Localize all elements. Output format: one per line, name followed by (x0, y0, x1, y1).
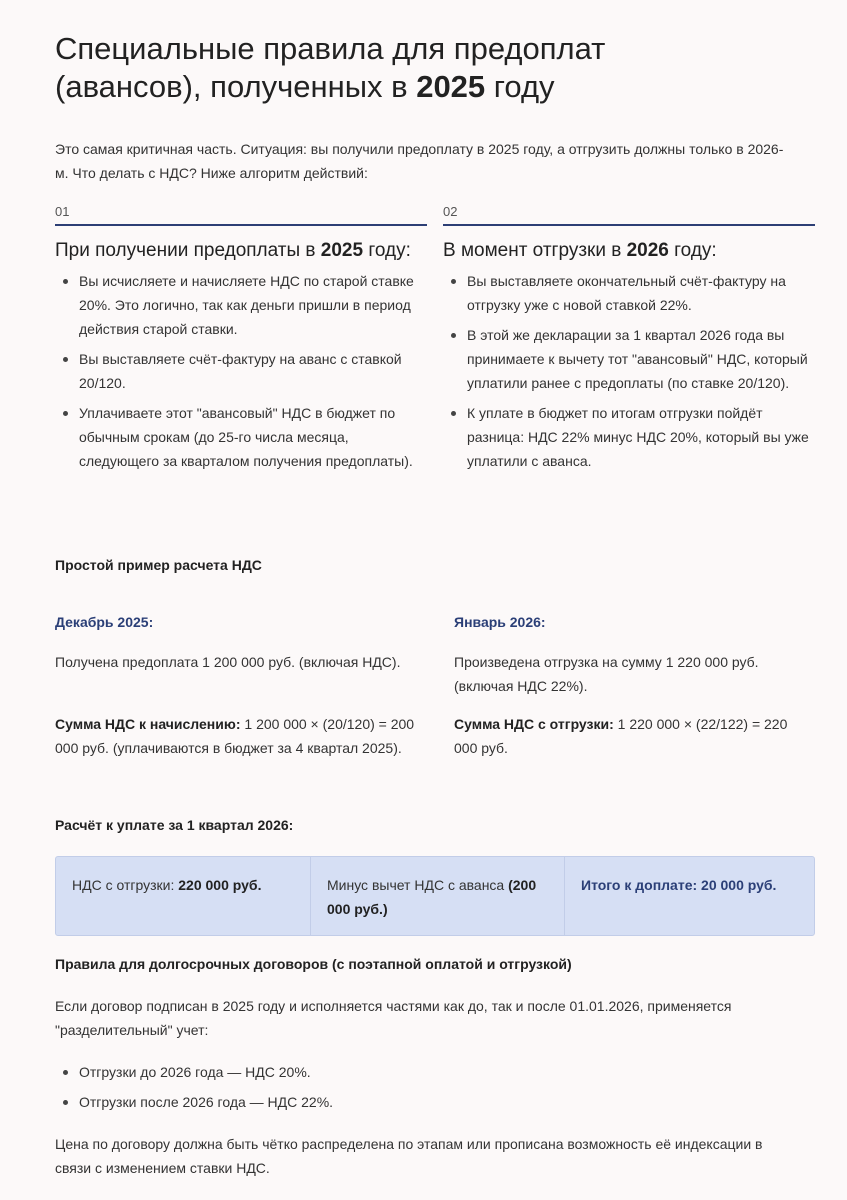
step-heading: В момент отгрузки в 2026 году: (443, 240, 717, 261)
longterm-list (55, 1060, 795, 1120)
longterm-text: Если договор подписан в 2025 году и исполняется частями как до, так и после 01.01.2026, применяется "разделительный" учет: (55, 998, 732, 1038)
step-number: 01 (55, 204, 70, 219)
december-heading: Декабрь 2025: (55, 614, 154, 630)
title-text: Специальные правила для предоплат (авансов), полученных в (55, 31, 606, 104)
table-cell-total: Итого к доплате: 20 000 руб. (564, 857, 814, 935)
intro-paragraph: Это самая критичная часть. Ситуация: вы получили предоплату в 2025 году, а отгрузить должны только в 2026-м. Что делать с НДС? Ниже алгоритм действий: (55, 141, 784, 181)
longterm-footer: Цена по договору должна быть чётко распределена по этапам или прописана возможность её индексации в связи с изменением ставки НДС. (55, 1136, 763, 1176)
january-text: Произведена отгрузка на сумму 1 220 000 руб. (включая НДС 22%). (454, 654, 759, 694)
list-item: Вы выставляете окончательный счёт-фактуру на отгрузку уже с новой ставкой 22%. (443, 269, 815, 317)
q1-calculation-table (55, 856, 815, 936)
step-number: 02 (443, 204, 458, 219)
step-column-1 (55, 204, 427, 479)
list-item: Уплачиваете этот "авансовый" НДС в бюджет по обычным срокам (до 25-го числа месяца, следующего за кварталом получения предоплаты). (55, 401, 427, 473)
table-cell-shipment: НДС с отгрузки: 220 000 руб. (72, 877, 262, 893)
list-item: Вы выставляете счёт-фактуру на аванс с ставкой 20/120. (55, 347, 427, 395)
list-item: Отгрузки до 2026 года — НДС 20%. (55, 1060, 795, 1084)
example-title: Простой пример расчета НДС (55, 557, 262, 573)
january-heading: Январь 2026: (454, 614, 546, 630)
divider (443, 224, 815, 226)
divider (55, 224, 427, 226)
december-calc: Сумма НДС к начислению: 1 200 000 × (20/120) = 200 000 руб. (уплачиваются в бюджет за 4 квартал 2025). (55, 716, 415, 756)
title-year: 2025 (416, 69, 486, 104)
q1-title: Расчёт к уплате за 1 квартал 2026: (55, 817, 294, 833)
longterm-title: Правила для долгосрочных договоров (с поэтапной оплатой и отгрузкой) (55, 956, 572, 972)
title-suffix: году (485, 69, 555, 104)
list-item: Вы исчисляете и начисляете НДС по старой ставке 20%. Это логично, так как деньги пришли в период действия старой ставки. (55, 269, 427, 341)
page-title (55, 30, 755, 106)
list-item: К уплате в бюджет по итогам отгрузки пойдёт разница: НДС 22% минус НДС 20%, который вы уже уплатили с аванса. (443, 401, 815, 473)
table-cell-deduction: Минус вычет НДС с аванса (200 000 руб.) (310, 857, 564, 935)
december-text: Получена предоплата 1 200 000 руб. (включая НДС). (55, 654, 401, 670)
list-item: В этой же декларации за 1 квартал 2026 года вы принимаете к вычету тот "авансовый" НДС, который уплатили ранее с предоплаты (по ставке 20/120). (443, 323, 815, 395)
step-column-2 (443, 204, 815, 479)
list-item: Отгрузки после 2026 года — НДС 22%. (55, 1090, 795, 1114)
january-calc: Сумма НДС с отгрузки: 1 220 000 × (22/122) = 220 000 руб. (454, 716, 788, 756)
step-list (55, 269, 427, 473)
step-list (443, 269, 815, 473)
step-heading: При получении предоплаты в 2025 году: (55, 240, 411, 261)
